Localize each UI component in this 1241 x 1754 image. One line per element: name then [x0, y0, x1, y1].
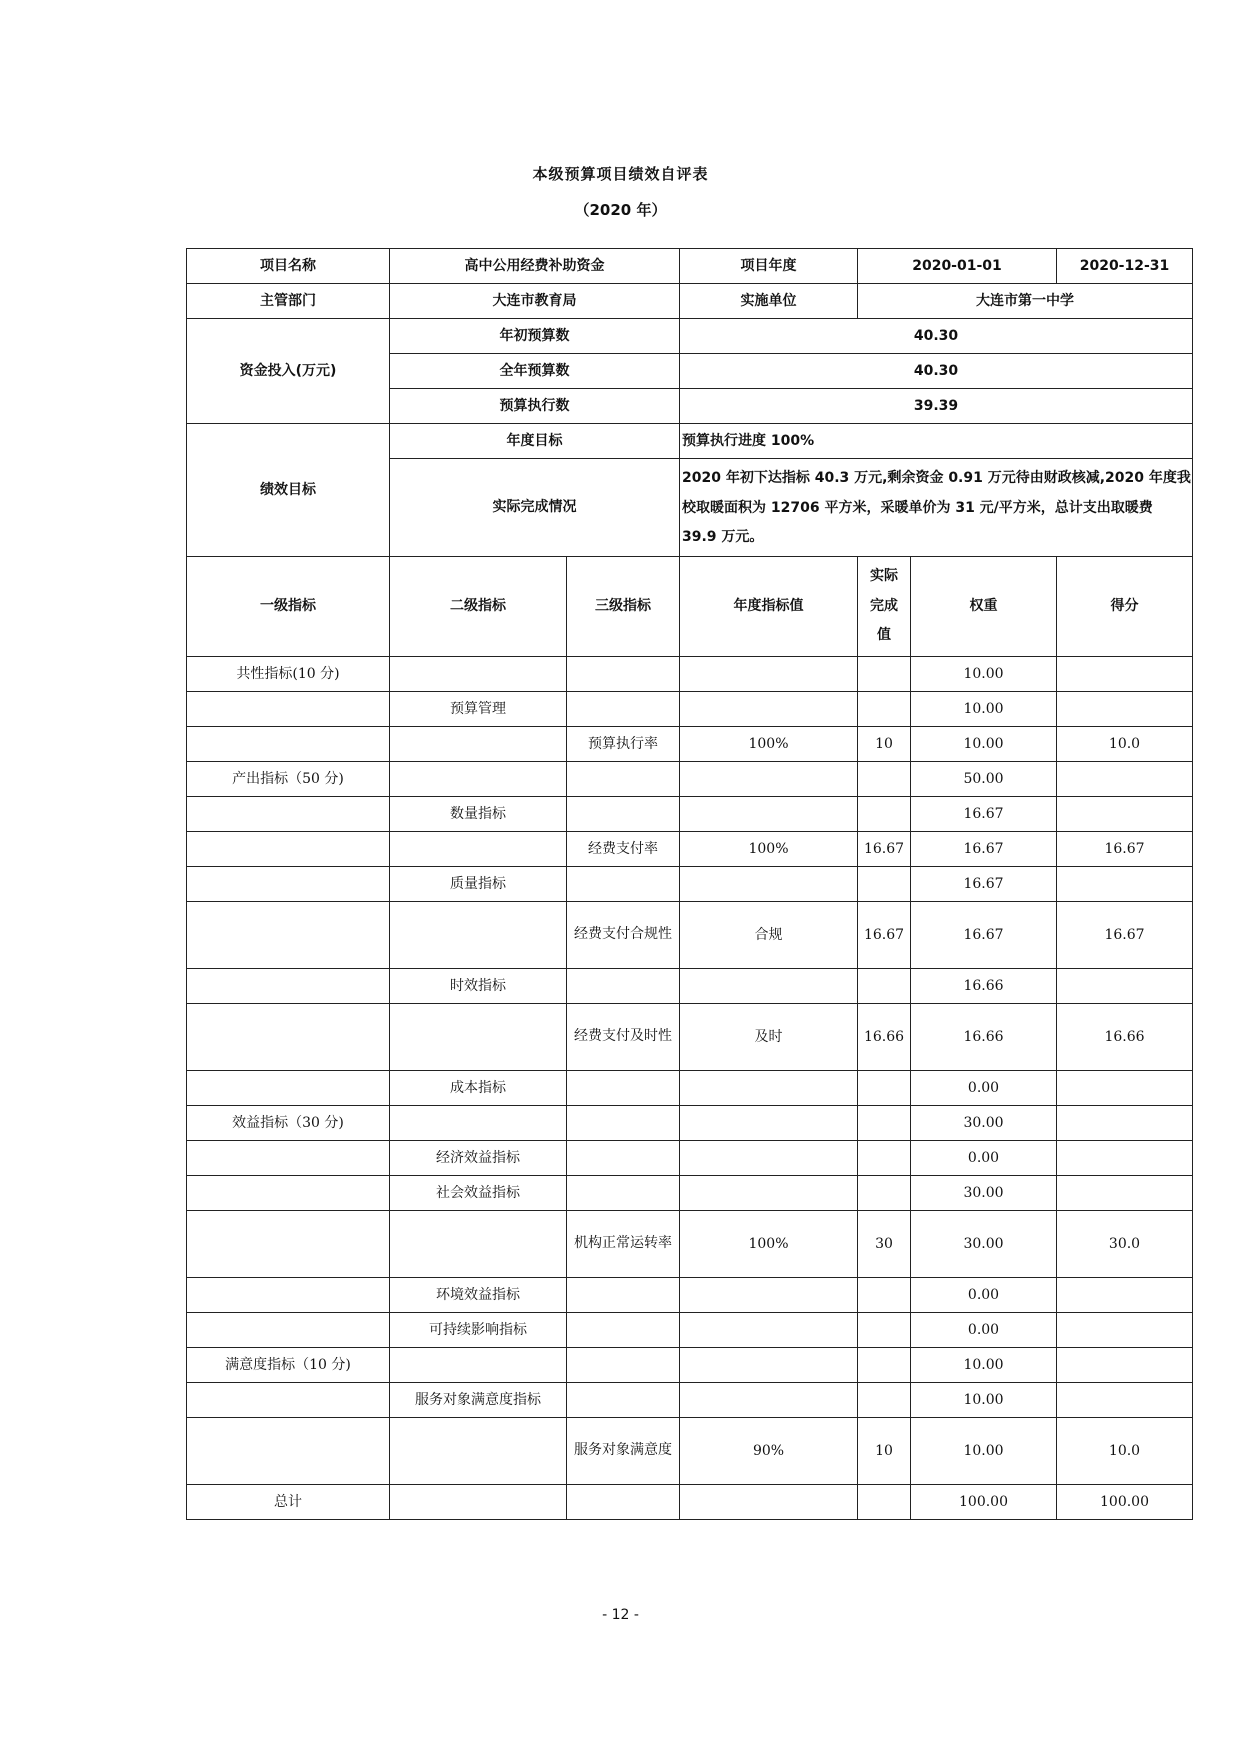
dept-label: 主管部门 [187, 284, 390, 319]
header-cell: 得分 [1057, 557, 1193, 657]
level3-cell [567, 1141, 680, 1176]
actual-cell: 10 [858, 727, 911, 762]
funds-row [187, 319, 1193, 354]
level3-cell [567, 657, 680, 692]
end-date: 2020-12-31 [1057, 249, 1193, 284]
indicator-row [187, 1383, 1193, 1418]
level2-cell [390, 727, 567, 762]
target-cell [680, 1278, 858, 1313]
level2-cell [390, 1004, 567, 1071]
score-cell [1057, 969, 1193, 1004]
level1-cell [187, 692, 390, 727]
target-cell: 100% [680, 1211, 858, 1278]
target-cell [680, 797, 858, 832]
weight-cell: 10.00 [911, 1348, 1057, 1383]
level1-cell [187, 727, 390, 762]
weight-cell: 10.00 [911, 692, 1057, 727]
actual-cell [858, 1485, 911, 1520]
weight-cell: 0.00 [911, 1278, 1057, 1313]
weight-cell: 10.00 [911, 657, 1057, 692]
indicator-row [187, 1313, 1193, 1348]
goals-label: 绩效目标 [187, 424, 390, 557]
actual-cell [858, 797, 911, 832]
weight-cell: 0.00 [911, 1313, 1057, 1348]
actual-cell [858, 867, 911, 902]
target-cell: 90% [680, 1418, 858, 1485]
funds-row-value: 39.39 [680, 389, 1193, 424]
indicator-row [187, 797, 1193, 832]
level2-cell: 质量指标 [390, 867, 567, 902]
weight-cell: 0.00 [911, 1071, 1057, 1106]
level1-cell [187, 1418, 390, 1485]
weight-cell: 10.00 [911, 1418, 1057, 1485]
weight-cell: 50.00 [911, 762, 1057, 797]
target-cell [680, 867, 858, 902]
level1-cell: 共性指标(10 分) [187, 657, 390, 692]
weight-cell: 16.67 [911, 797, 1057, 832]
indicator-row [187, 1176, 1193, 1211]
header-cell: 三级指标 [567, 557, 680, 657]
weight-cell: 0.00 [911, 1141, 1057, 1176]
funds-row-value: 40.30 [680, 354, 1193, 389]
target-cell [680, 1106, 858, 1141]
score-cell: 16.67 [1057, 902, 1193, 969]
header-cell: 权重 [911, 557, 1057, 657]
level2-cell: 环境效益指标 [390, 1278, 567, 1313]
level3-cell [567, 1348, 680, 1383]
actual-cell [858, 1141, 911, 1176]
level2-cell: 经济效益指标 [390, 1141, 567, 1176]
level3-cell [567, 1278, 680, 1313]
level2-cell: 成本指标 [390, 1071, 567, 1106]
level3-cell [567, 1071, 680, 1106]
indicator-row [187, 1278, 1193, 1313]
indicator-row [187, 832, 1193, 867]
actual-cell [858, 1278, 911, 1313]
score-cell [1057, 762, 1193, 797]
target-cell [680, 657, 858, 692]
score-cell [1057, 1383, 1193, 1418]
page-number: - 12 - [602, 1607, 639, 1623]
level2-cell [390, 762, 567, 797]
level2-cell: 预算管理 [390, 692, 567, 727]
level1-cell: 效益指标（30 分) [187, 1106, 390, 1141]
actual-cell [858, 1176, 911, 1211]
project-name: 高中公用经费补助资金 [390, 249, 680, 284]
header-cell: 一级指标 [187, 557, 390, 657]
indicator-header-row [187, 557, 1193, 657]
actual-completion-value: 2020 年初下达指标 40.3 万元,剩余资金 0.91 万元待由财政核减,2020 年度我校取暖面积为 12706 平方米，采暖单价为 31 元/平方米，总计支出取暖费 39.9 万元。 [680, 459, 1193, 557]
level1-cell [187, 1278, 390, 1313]
funds-label: 资金投入(万元) [187, 319, 390, 424]
level1-cell [187, 1004, 390, 1071]
target-cell [680, 692, 858, 727]
indicator-row [187, 1348, 1193, 1383]
score-cell: 16.66 [1057, 1004, 1193, 1071]
weight-cell: 16.67 [911, 867, 1057, 902]
actual-cell [858, 1348, 911, 1383]
weight-cell: 16.67 [911, 902, 1057, 969]
weight-cell: 16.66 [911, 969, 1057, 1004]
score-cell [1057, 1313, 1193, 1348]
score-cell [1057, 797, 1193, 832]
actual-cell [858, 1383, 911, 1418]
target-cell [680, 1141, 858, 1176]
level1-cell [187, 969, 390, 1004]
level2-cell [390, 902, 567, 969]
indicator-row [187, 1004, 1193, 1071]
level2-cell: 可持续影响指标 [390, 1313, 567, 1348]
level3-cell: 服务对象满意度 [567, 1418, 680, 1485]
indicator-row [187, 969, 1193, 1004]
score-cell [1057, 1141, 1193, 1176]
target-cell [680, 1485, 858, 1520]
project-name-label: 项目名称 [187, 249, 390, 284]
target-cell [680, 1176, 858, 1211]
weight-cell: 16.66 [911, 1004, 1057, 1071]
level2-cell [390, 1485, 567, 1520]
score-cell: 100.00 [1057, 1485, 1193, 1520]
indicator-row [187, 727, 1193, 762]
level2-cell: 服务对象满意度指标 [390, 1383, 567, 1418]
level1-cell [187, 832, 390, 867]
actual-cell [858, 969, 911, 1004]
level2-cell [390, 1418, 567, 1485]
target-cell [680, 969, 858, 1004]
level1-cell [187, 902, 390, 969]
score-cell [1057, 1278, 1193, 1313]
level3-cell [567, 762, 680, 797]
level2-cell [390, 1106, 567, 1141]
score-cell [1057, 1348, 1193, 1383]
document-subtitle: （2020 年） [574, 201, 667, 219]
level1-cell: 产出指标（50 分) [187, 762, 390, 797]
score-cell: 30.0 [1057, 1211, 1193, 1278]
indicator-row [187, 692, 1193, 727]
document-title: 本级预算项目绩效自评表 [532, 165, 709, 183]
score-cell [1057, 657, 1193, 692]
dept: 大连市教育局 [390, 284, 680, 319]
level1-cell [187, 1141, 390, 1176]
annual-goal-label: 年度目标 [390, 424, 680, 459]
indicator-row [187, 902, 1193, 969]
level1-cell [187, 1071, 390, 1106]
level1-cell [187, 1211, 390, 1278]
level3-cell: 经费支付率 [567, 832, 680, 867]
level2-cell: 数量指标 [390, 797, 567, 832]
actual-cell [858, 762, 911, 797]
score-cell: 10.0 [1057, 727, 1193, 762]
header-cell: 年度指标值 [680, 557, 858, 657]
level3-cell [567, 1313, 680, 1348]
level3-cell [567, 969, 680, 1004]
score-cell [1057, 1176, 1193, 1211]
funds-row-value: 40.30 [680, 319, 1193, 354]
target-cell [680, 1383, 858, 1418]
indicator-row [187, 1485, 1193, 1520]
level3-cell [567, 1485, 680, 1520]
level1-cell: 总计 [187, 1485, 390, 1520]
target-cell: 合规 [680, 902, 858, 969]
score-cell [1057, 1106, 1193, 1141]
header-cell: 实际完成值 [858, 557, 911, 657]
funds-row-label: 年初预算数 [390, 319, 680, 354]
actual-cell: 16.67 [858, 832, 911, 867]
level3-cell: 机构正常运转率 [567, 1211, 680, 1278]
score-cell [1057, 867, 1193, 902]
actual-cell: 16.67 [858, 902, 911, 969]
indicator-row [187, 1106, 1193, 1141]
indicator-row [187, 657, 1193, 692]
indicator-row [187, 1141, 1193, 1176]
level2-cell: 社会效益指标 [390, 1176, 567, 1211]
level2-cell [390, 1348, 567, 1383]
level1-cell [187, 867, 390, 902]
level3-cell: 预算执行率 [567, 727, 680, 762]
target-cell: 100% [680, 832, 858, 867]
actual-cell [858, 657, 911, 692]
indicator-row [187, 762, 1193, 797]
score-cell [1057, 1071, 1193, 1106]
actual-cell [858, 1313, 911, 1348]
start-date: 2020-01-01 [858, 249, 1057, 284]
weight-cell: 16.67 [911, 832, 1057, 867]
level2-cell [390, 832, 567, 867]
target-cell [680, 1348, 858, 1383]
level1-cell [187, 797, 390, 832]
weight-cell: 10.00 [911, 1383, 1057, 1418]
level3-cell [567, 1383, 680, 1418]
actual-cell: 10 [858, 1418, 911, 1485]
annual-goal-value: 预算执行进度 100% [680, 424, 1193, 459]
level2-cell [390, 1211, 567, 1278]
level3-cell [567, 1176, 680, 1211]
actual-completion-label: 实际完成情况 [390, 459, 680, 557]
level2-cell: 时效指标 [390, 969, 567, 1004]
actual-cell [858, 1071, 911, 1106]
header-cell: 二级指标 [390, 557, 567, 657]
target-cell [680, 762, 858, 797]
weight-cell: 10.00 [911, 727, 1057, 762]
level3-cell [567, 692, 680, 727]
impl-label: 实施单位 [680, 284, 858, 319]
level3-cell: 经费支付及时性 [567, 1004, 680, 1071]
weight-cell: 30.00 [911, 1106, 1057, 1141]
indicator-row [187, 867, 1193, 902]
level1-cell [187, 1383, 390, 1418]
weight-cell: 30.00 [911, 1211, 1057, 1278]
level1-cell: 满意度指标（10 分) [187, 1348, 390, 1383]
dept-row [187, 284, 1193, 319]
project-name-row [187, 249, 1193, 284]
actual-cell: 30 [858, 1211, 911, 1278]
level3-cell [567, 1106, 680, 1141]
indicator-row [187, 1211, 1193, 1278]
level1-cell [187, 1176, 390, 1211]
actual-cell: 16.66 [858, 1004, 911, 1071]
score-cell: 16.67 [1057, 832, 1193, 867]
indicator-row [187, 1071, 1193, 1106]
project-year-label: 项目年度 [680, 249, 858, 284]
level3-cell [567, 867, 680, 902]
score-cell [1057, 692, 1193, 727]
actual-cell [858, 1106, 911, 1141]
level3-cell: 经费支付合规性 [567, 902, 680, 969]
level2-cell [390, 657, 567, 692]
weight-cell: 100.00 [911, 1485, 1057, 1520]
weight-cell: 30.00 [911, 1176, 1057, 1211]
self-evaluation-table [186, 248, 1193, 1520]
annual-goal-row [187, 424, 1193, 459]
indicator-row [187, 1418, 1193, 1485]
funds-row-label: 预算执行数 [390, 389, 680, 424]
target-cell: 100% [680, 727, 858, 762]
level1-cell [187, 1313, 390, 1348]
target-cell [680, 1071, 858, 1106]
target-cell: 及时 [680, 1004, 858, 1071]
actual-cell [858, 692, 911, 727]
funds-row-label: 全年预算数 [390, 354, 680, 389]
score-cell: 10.0 [1057, 1418, 1193, 1485]
target-cell [680, 1313, 858, 1348]
level3-cell [567, 797, 680, 832]
impl-unit: 大连市第一中学 [858, 284, 1193, 319]
